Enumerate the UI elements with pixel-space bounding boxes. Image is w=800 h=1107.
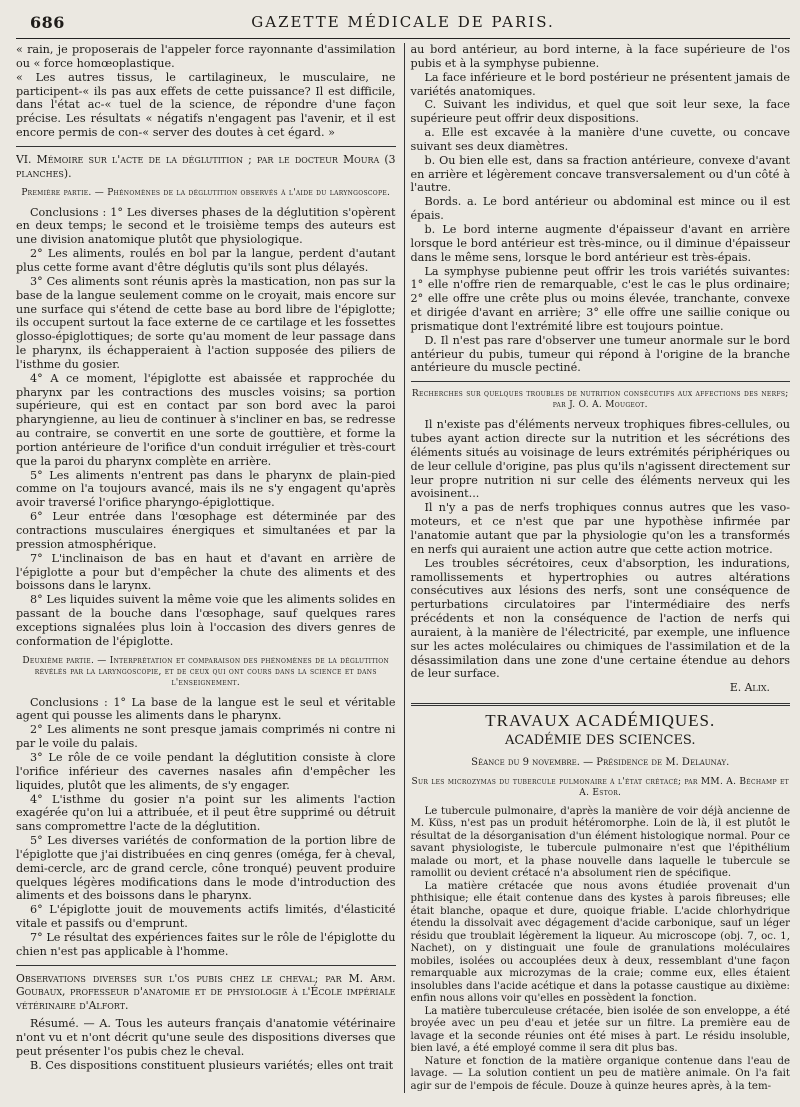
conclusion-paragraph: 2° Les aliments, roulés en bol par la langue, perdent d'autant plus cette forme avant d'être déglutis qu'ils sont plus délayés. bbox=[16, 247, 396, 274]
pubis-paragraph: b. Le bord interne augmente d'épaisseur d'avant en arrière lorsque le bord antérieur est très-mince, ou il diminue d'épaisseur dans le même sens, lorsque le bord antérieur est très-épais. bbox=[410, 222, 790, 264]
conclusion-paragraph: 8° Les liquides suivent la même voie que les aliments solides en passant de la bouche dans l'œsophage, sauf quelques rares exceptions signalées plus loin à l'occasion des divers genres de conformation de l'épiglotte. bbox=[16, 593, 396, 648]
page-header bbox=[16, 8, 790, 39]
conclusion-paragraph: 2° Les aliments ne sont presque jamais comprimés ni contre ni par le voile du palais. bbox=[16, 723, 396, 751]
section-title: TRAVAUX ACADÉMIQUES. bbox=[485, 711, 716, 731]
conclusion-paragraph: 5° Les aliments n'entrent pas dans le pharynx de plain-pied comme on l'a toujours avancé, mais ils ne s'y engagent qu'après avoir traversé l'orifice pharyngo-épiglottique. bbox=[16, 468, 396, 510]
conclusion-paragraph: 3° Ces aliments sont réunis après la mastication, non pas sur la base de la langue seulement comme on le croyait, mais encore sur une surface qui s'étend de cette base au bord libre de l'épiglotte; ils occupent surtout la face externe de ce cartilage et les fossettes glosso-épiglottiques; de sorte qu'au moment de leur passage dans le pharynx, ils échapperaient à l'action supposée des piliers de l'isthme du gosier. bbox=[16, 274, 396, 371]
left-column bbox=[16, 43, 396, 1093]
conclusion-paragraph: 7° L'inclinaison de bas en haut et d'avant en arrière de l'épiglotte a pour but d'empêcher la chute des aliments et des boissons dans le larynx. bbox=[16, 551, 396, 593]
pubis-paragraph: a. Elle est excavée à la manière d'une cuvette, ou concave suivant ses deux diamètres. bbox=[410, 126, 790, 153]
conclusion-paragraph: 4° A ce moment, l'épiglotte est abaissée et rapprochée du pharynx par les contractions des muscles voisins; sa portion supérieure, qui est en contact par son bord avec la paroi pharyngienne, au lieu de continuer à s'incliner en bas, se redresse au contraire, se convertit en une sorte de gouttière, et forme la portion antérieure de l'orifice d'un conduit irrégulier et très-court que la paroi du pharynx complète en arrière. bbox=[16, 371, 396, 468]
section-divider bbox=[411, 703, 791, 706]
pubis-paragraph: La symphyse pubienne peut offrir les trois variétés suivantes: 1° elle n'offre rien de remarquable, c'est le cas le plus ordinaire; 2° elle offre une crête plus ou moins élevée, tranchante, convexe et dirigée d'avant en arrière; 3° elle offre une saillie conique ou prismatique dont l'extrémité libre est toujours pointue. bbox=[410, 264, 790, 333]
journal-title: GAZETTE MÉDICALE DE PARIS. bbox=[251, 13, 555, 31]
conclusion-paragraph: 5° Les diverses variétés de conformation de la portion libre de l'épiglotte que j'ai distribuées en cinq genres (oméga, fer à cheval, demi-cercle, arc de grand cercle, cône tronqué) peuvent produire quelques légères modifications dans le mode d'introduction des aliments et des boissons dans le pharynx. bbox=[16, 834, 396, 903]
mougeot-paragraph: Les troubles sécrétoires, ceux d'absorption, les indurations, ramollissements et hypertrophies ou autres altérations consécutives aux lésions des nerfs, sont une conséquence de perturbations circulatoires par l'intermédiaire des nerfs précédents et non la conséquence de l'action de nerfs qui auraient, à la manière de l'électricité, par exemple, une influence sur les actes moléculaires ou chimiques de l'assimilation et de la désassimilation dans une zone d'une certaine étendue au dehors de leur surface. bbox=[410, 556, 790, 681]
pubis-paragraph: La face inférieure et le bord postérieur ne présentent jamais de variétés anatomiques. bbox=[410, 70, 790, 98]
mougeot-paragraph: Il n'existe pas d'éléments nerveux trophiques fibres-cellules, ou tubes ayant action directe sur la nutrition et les sécrétions des éléments situés au voisinage de leurs extrémités périphériques ou de leur cellule d'origine, pas plus qu'ils n'agissent directement sur leur propre nutrition ni sur celle des éléments nerveux qui les avoisinent... bbox=[410, 418, 790, 501]
conclusion-paragraph: Conclusions : 1° La base de la langue est le seul et véritable agent qui pousse les aliments dans le pharynx. bbox=[16, 695, 396, 723]
page-number: 686 bbox=[30, 13, 65, 32]
columns bbox=[16, 43, 790, 1093]
pubis-paragraph: b. Ou bien elle est, dans sa fraction antérieure, convexe d'avant en arrière et légèrement concave transversalement ou d'un côté à l'autre. bbox=[410, 153, 790, 195]
conclusion-paragraph: 4° L'isthme du gosier n'a point sur les aliments l'action exagérée qu'on lui a attribuée, et il peut être supprimé ou détruit sans compromettre l'acte de la déglutition. bbox=[16, 792, 396, 834]
microzymas-paragraph: Le tubercule pulmonaire, d'après la manière de voir déjà ancienne de M. Küss, n'est pas un produit hétéromorphe. Loin de là, il est plutôt le résultat de la désorganisation d'un élément histologique normal. Pour ce savant physiologiste, le tubercule pulmonaire n'est que l'épithélium malade ou mort, et la phase nouvelle dans laquelle le tubercule se ramollit ou devient crétacé n'a absolument rien de spécifique. bbox=[410, 805, 790, 880]
pubis-paragraph: D. Il n'est pas rare d'observer une tumeur anormale sur le bord antérieur du pubis, tumeur qui répond à l'origine de la branche antérieure du muscle pectiné. bbox=[410, 333, 790, 375]
academy-heading: ACADÉMIE DES SCIENCES. bbox=[504, 732, 696, 748]
mougeot-paragraph: Il n'y a pas de nerfs trophiques connus autres que les vaso-moteurs, et ce n'est que par une hypothèse infirmée par l'anatomie autant que par la physiologie qu'on les a transformés en nerfs qui auraient une action autre que cette action motrice. bbox=[410, 501, 790, 556]
conclusion-paragraph: 6° L'épiglotte jouit de mouvements actifs limités, d'élasticité vitale et passifs ou d'emprunt. bbox=[16, 903, 396, 931]
divider bbox=[411, 381, 791, 382]
conclusion-paragraph: 6° Leur entrée dans l'œsophage est déterminée par des contractions musculaires énergiques et simultanées et par la pression atmosphérique. bbox=[16, 510, 396, 551]
right-column bbox=[404, 43, 791, 1093]
mougeot-title: Recherches sur quelques troubles de nutrition consécutifs aux affections des nerfs; par J. O. A. Mougeot. bbox=[411, 389, 789, 411]
session-heading: Séance du 9 novembre. — Présidence de M. Delaunay. bbox=[471, 756, 730, 768]
conclusion-paragraph: Conclusions : 1° Les diverses phases de la déglutition s'opèrent en deux temps; le second et le troisième temps des auteurs est une division anatomique plutôt que physiologique. bbox=[16, 205, 396, 247]
conclusion-paragraph: 7° Le résultat des expériences faites sur le rôle de l'épiglotte du chien n'est pas applicable à l'homme. bbox=[16, 930, 396, 958]
conclusion-paragraph: 3° Le rôle de ce voile pendant la déglutition consiste à clore l'orifice inférieur des cavernes nasales afin d'empêcher les liquides, plutôt que les aliments, de s'y engager. bbox=[16, 750, 396, 792]
pubis-paragraph: au bord antérieur, au bord interne, à la face supérieure de l'os pubis et à la symphyse pubienne. bbox=[410, 43, 790, 70]
memoir-title: VI. Mémoire sur l'acte de la déglutition ; par le docteur Moura (3 planches). bbox=[16, 152, 396, 180]
observations-title: Observations diverses sur l'os pubis chez le cheval; par M. Arm. Goubaux, professeur d'anatomie et de physiologie à l'École impériale vétérinaire d'Alfort. bbox=[16, 971, 396, 1013]
microzymas-paragraph: La matière crétacée que nous avons étudiée provenait d'un phthisique; elle était contenue dans des kystes à parois fibreuses; elle était blanche, opaque et dure, quoique friable. L'acide chlorhydrique étendu la dissolvait avec dégagement d'acide carbonique, sauf un léger résidu que troublait légèrement la liqueur. Au microscope (obj. 7, oc. 1, Nachet), on y distinguait une foule de granulations moléculaires mobiles, isolées ou accouplées deux à deux, ressemblant d'une façon remarquable aux microzymas de la craie; comme eux, elles étaient insolubles dans l'acide acétique et dans la potasse caustique au dixième: enfin nous allons voir qu'elles en possèdent la fonction. bbox=[410, 880, 790, 1005]
summary-paragraph: B. Ces dispositions constituent plusieurs variétés; elles ont trait bbox=[30, 1058, 394, 1072]
part1-heading: Première partie. — Phénomènes de la déglutition observés à l'aide du laryngoscope. bbox=[21, 187, 391, 198]
pubis-paragraph: C. Suivant les individus, et quel que soit leur sexe, la face supérieure peut offrir deux dispositions. bbox=[410, 98, 790, 126]
intro-paragraph: « rain, je proposerais de l'appeler force rayonnante d'assimilation ou « force homœoplastique. bbox=[16, 43, 396, 70]
microzymas-paragraph: La matière tuberculeuse crétacée, bien isolée de son enveloppe, a été broyée avec un peu d'eau et jetée sur un filtre. La première eau de lavage et la seconde réunies ont été mises à part. Le résidu insoluble, bien lavé, a été employé comme il sera dit plus bas. bbox=[410, 1005, 790, 1055]
microzymas-title: Sur les microzymas du tubercule pulmonaire à l'état crétacé; par MM. A. Béchamp et A. Estor. bbox=[411, 776, 789, 798]
summary-paragraph: Résumé. — A. Tous les auteurs français d'anatomie vétérinaire n'ont vu et n'ont décrit qu'une seule des dispositions diverses que peut présenter l'os pubis chez le cheval. bbox=[16, 1017, 396, 1058]
intro-paragraph: « Les autres tissus, le cartilagineux, le musculaire, ne participent-« ils pas aux effets de cette puissance? Il est difficile, dans l'état ac-« tuel de la science, de répondre d'une façon précise. Les résultats « négatifs n'engagent pas l'avenir, et il est encore permis de con-« server des doutes à cet égard. » bbox=[16, 70, 396, 140]
pubis-paragraph: Bords. a. Le bord antérieur ou abdominal est mince ou il est épais. bbox=[410, 195, 790, 223]
microzymas-paragraph: Nature et fonction de la matière organique contenue dans l'eau de lavage. — La solution contient un peu de matière animale. On l'a fait agir sur de l'empois de fécule. Douze à quinze heures après, à la tem- bbox=[410, 1055, 790, 1092]
part2-heading: Deuxième partie. — Interprétation et comparaison des phénomènes de la déglutition révélés par la laryngoscopie, et de ceux qui ont cours dans la science et dans l'enseignement. bbox=[22, 655, 390, 688]
divider bbox=[16, 965, 396, 966]
divider bbox=[16, 146, 396, 147]
author-signature: E. Alix. bbox=[729, 681, 770, 695]
